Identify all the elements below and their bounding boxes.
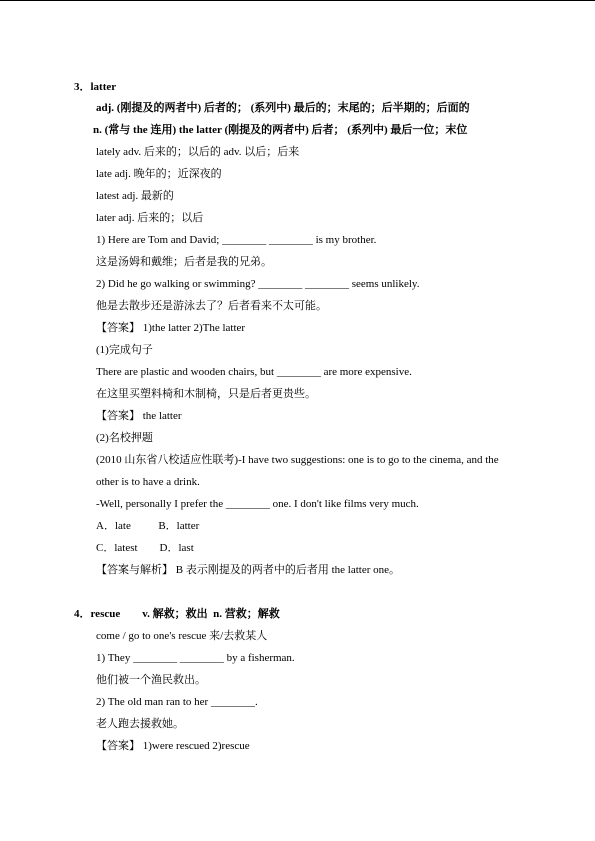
example-translation: 他是去散步还是游泳去了？后者看来不太可能。 — [96, 300, 327, 312]
exercise-question: other is to have a drink. — [96, 476, 200, 488]
exercise-heading: (2)名校押题 — [96, 432, 153, 444]
example-translation: 他们被一个渔民救出。 — [96, 674, 206, 686]
example-sentence: 2) The old man ran to her ________. — [96, 696, 258, 708]
exercise-translation: 在这里买塑料椅和木制椅，只是后者更贵些。 — [96, 388, 316, 400]
answer-line: 【答案】 1)were rescued 2)rescue — [96, 740, 250, 752]
exercise-sentence: There are plastic and wooden chairs, but ________ are more expensive. — [96, 366, 412, 378]
option-line: C．latest D．last — [96, 542, 194, 554]
answer-explanation: 【答案与解析】 B 表示刚提及的两者中的后者用 the latter one。 — [96, 564, 401, 576]
vocab-line: late adj. 晚年的；近深夜的 — [96, 168, 222, 180]
section-heading-latter: 3．latter — [74, 81, 117, 93]
section-heading-rescue: 4．rescue v. 解救；救出 n. 营救；解救 — [74, 608, 280, 620]
exercise-question: -Well, personally I prefer the ________ one. I don't like films very much. — [96, 498, 419, 510]
vocab-line: later adj. 后来的；以后 — [96, 212, 204, 224]
option-line: A．late B．latter — [96, 520, 200, 532]
answer-line: 【答案】 the latter — [96, 410, 182, 422]
example-translation: 老人跑去援救她。 — [96, 718, 184, 730]
example-sentence: 1) They ________ ________ by a fisherman. — [96, 652, 295, 664]
definition-adj: adj. (刚提及的两者中) 后者的； (系列中) 最后的；末尾的；后半期的；后面的 — [96, 102, 470, 114]
vocab-line: latest adj. 最新的 — [96, 190, 174, 202]
example-translation: 这是汤姆和戴维；后者是我的兄弟。 — [96, 256, 272, 268]
exercise-question: (2010 山东省八校适应性联考)-I have two suggestions: one is to go to the cinema, and the — [96, 454, 499, 466]
example-sentence: 2) Did he go walking or swimming? ________ ________ seems unlikely. — [96, 278, 420, 290]
answer-line: 【答案】 1)the latter 2)The latter — [96, 322, 246, 334]
definition-noun: n. (常与 the 连用) the latter (刚提及的两者中) 后者； (系列中) 最后一位；末位 — [93, 124, 468, 136]
example-sentence: 1) Here are Tom and David; ________ ________ is my brother. — [96, 234, 377, 246]
exercise-heading: (1)完成句子 — [96, 344, 153, 356]
vocab-line: lately adv. 后来的；以后的 adv. 以后；后来 — [96, 146, 300, 158]
top-border-line — [0, 0, 595, 1]
phrase-line: come / go to one's rescue 来/去救某人 — [96, 630, 268, 642]
